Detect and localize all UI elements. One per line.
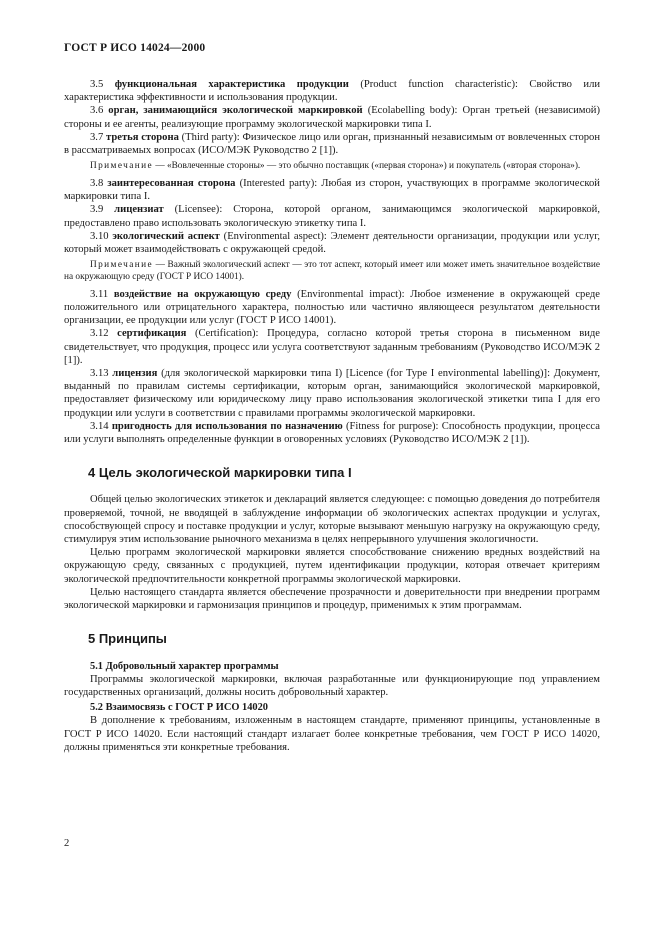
term-3-10 bbox=[64, 230, 600, 256]
term-number: 3.7 bbox=[90, 131, 104, 143]
section-4-paragraph: Общей целью экологических этикеток и деклараций является следующее: с помощью доведения до потребителя проверяемой, точной, не вводящей в заблуждение информации об экологических аспектах продукции и услугах, способствующей спросу и поставке продукции и услуг, которые вызывают меньшую нагрузку на окружающую среду, стимулируя этим использование рыночного механизма в целях непрерывного улучшения экологичности. bbox=[64, 494, 600, 546]
term-number: 3.12 bbox=[90, 328, 109, 340]
term-3-8 bbox=[64, 177, 600, 203]
section-5-title: 5 Принципы bbox=[88, 631, 167, 647]
term-number: 3.8 bbox=[90, 178, 104, 190]
term-english: (Third party): bbox=[181, 131, 240, 143]
term-3-7 bbox=[64, 131, 600, 157]
section-4-paragraph: Целью программ экологической маркировки является способствование снижению вредных воздействий на окружающую среду, связанных с продукцией, путем идентификации продукции, которая отвечает критериям экологической предпочтительности конкретной программы экологической маркировки. bbox=[64, 547, 600, 585]
term-number: 3.5 bbox=[90, 79, 104, 90]
section-4-title: 4 Цель экологической маркировки типа I bbox=[88, 465, 352, 481]
note-label: Примечание bbox=[90, 161, 153, 172]
term-3-9 bbox=[64, 203, 600, 229]
note-text: — Важный экологический аспект — это тот аспект, который имеет или может иметь значительное воздействие на окружающую среду (ГОСТ Р ИСО 14001). bbox=[64, 260, 600, 283]
subsection-5-2-title: 5.2 Взаимосвязь с ГОСТ Р ИСО 14020 bbox=[90, 702, 268, 714]
term-3-11 bbox=[64, 288, 600, 328]
term-english: (Fitness for purpose): bbox=[345, 420, 439, 432]
page-number: 2 bbox=[64, 838, 70, 849]
term-english: (для экологической маркировки типа I) [Licence (for Type I environmental labelling)]: bbox=[161, 368, 551, 380]
term-name: функциональная характеристика продукции bbox=[114, 79, 349, 90]
document-body bbox=[64, 78, 600, 754]
term-name: орган, занимающийся экологической маркировкой bbox=[108, 105, 363, 117]
term-number: 3.6 bbox=[90, 105, 104, 117]
term-definition: Любое изменение в окружающей среде положительного или отрицательного характера, полностью или частично являющееся результатом деятельности организации, ее продукции или услуг (ГОСТ Р ИСО 14001). bbox=[64, 288, 600, 327]
document-header: ГОСТ Р ИСО 14024—2000 bbox=[64, 42, 206, 54]
term-number: 3.11 bbox=[90, 288, 109, 300]
term-3-6 bbox=[64, 104, 600, 130]
term-english: (Certification): bbox=[194, 328, 259, 340]
subsection-5-2-text: В дополнение к требованиям, изложенным в настоящем стандарте, применяют принципы, установленные в ГОСТ Р ИСО 14020. Если настоящий стандарт излагает более конкретные требования, чем ГОСТ Р ИСО 14020, должны применяться эти конкретные требования. bbox=[64, 715, 600, 753]
term-3-14 bbox=[64, 420, 600, 446]
term-english: (Licensee): bbox=[174, 204, 223, 216]
term-number: 3.10 bbox=[90, 230, 109, 242]
note-label: Примечание bbox=[90, 260, 153, 271]
term-name: третья сторона bbox=[106, 131, 179, 143]
term-definition: Документ, выданный по правилам системы сертификации, которым орган, занимающийся экологической маркировкой, предоставляет физическому или юридическому лицу право использования экологической этикетки типа I для его продукции или услуги в соответствии с правилами программы экологической маркировки. bbox=[64, 368, 600, 419]
note-2 bbox=[64, 260, 600, 284]
term-definition: Любая из сторон, участвующих в программе экологической маркировки типа I. bbox=[64, 178, 600, 203]
subsection-5-1-text: Программы экологической маркировки, включая разработанные или функционирующие под управлением государственных организаций, должны носить добровольный характер. bbox=[64, 673, 600, 698]
term-english: (Ecolabelling body): bbox=[367, 105, 458, 117]
term-name: экологический аспект bbox=[112, 230, 220, 242]
note-1 bbox=[64, 161, 600, 173]
term-english: (Environmental impact): bbox=[297, 288, 405, 300]
term-name: воздействие на окружающую среду bbox=[113, 288, 292, 300]
term-3-13 bbox=[64, 367, 600, 420]
term-definition: Элемент деятельности организации, продукции или услуг, который может взаимодействовать с окружающей средой. bbox=[64, 230, 601, 256]
term-number: 3.9 bbox=[90, 204, 104, 216]
term-name: сертификация bbox=[117, 328, 187, 340]
note-text: — «Вовлеченные стороны» — это обычно поставщик («первая сторона») и покупатель («вторая сторона»). bbox=[155, 161, 581, 172]
term-definition: Свойство или характеристика эффективности и использования продукции. bbox=[64, 79, 601, 104]
term-number: 3.13 bbox=[90, 368, 109, 380]
subsection-5-1-title: 5.1 Добровольный характер программы bbox=[90, 660, 279, 672]
term-definition: Орган третьей (независимой) стороны и ее агенты, реализующие программу экологической маркировки типа I. bbox=[64, 105, 600, 130]
term-english: (Product function characteristic): bbox=[360, 79, 518, 90]
term-definition: Процедура, согласно которой третья сторона в письменном виде свидетельствует, что продукция, процесс или услуга соответствуют заданным требованиям (Руководство ИСО/МЭК 2 [1]). bbox=[64, 328, 600, 366]
section-4-paragraph: Целью настоящего стандарта является обеспечение прозрачности и доверительности при внедрении программ экологической маркировки и гармонизация принципов и процедур, применимых к этим программам. bbox=[64, 586, 600, 612]
term-english: (Environmental aspect): bbox=[223, 230, 327, 242]
term-name: лицензиат bbox=[114, 204, 164, 216]
term-3-12 bbox=[64, 327, 600, 367]
term-3-5 bbox=[64, 78, 600, 104]
term-name: пригодность для использования по назначению bbox=[111, 420, 343, 432]
term-name: лицензия bbox=[112, 368, 158, 380]
term-number: 3.14 bbox=[90, 420, 109, 432]
term-definition: Физическое лицо или орган, признанный независимым от вовлеченных сторон в рассматриваемых вопросах (ИСО/МЭК Руководство 2 [1]). bbox=[64, 131, 601, 157]
term-english: (Interested party): bbox=[239, 178, 318, 190]
term-definition: Способность продукции, процесса или услуги выполнять определенные функции в оговоренных условиях (Руководство ИСО/МЭК 2 [1]). bbox=[64, 420, 600, 446]
term-definition: Сторона, которой органом, занимающимся экологической маркировкой, предоставлено право использовать экологическую этикетку типа I. bbox=[64, 204, 601, 229]
term-name: заинтересованная сторона bbox=[107, 178, 236, 190]
